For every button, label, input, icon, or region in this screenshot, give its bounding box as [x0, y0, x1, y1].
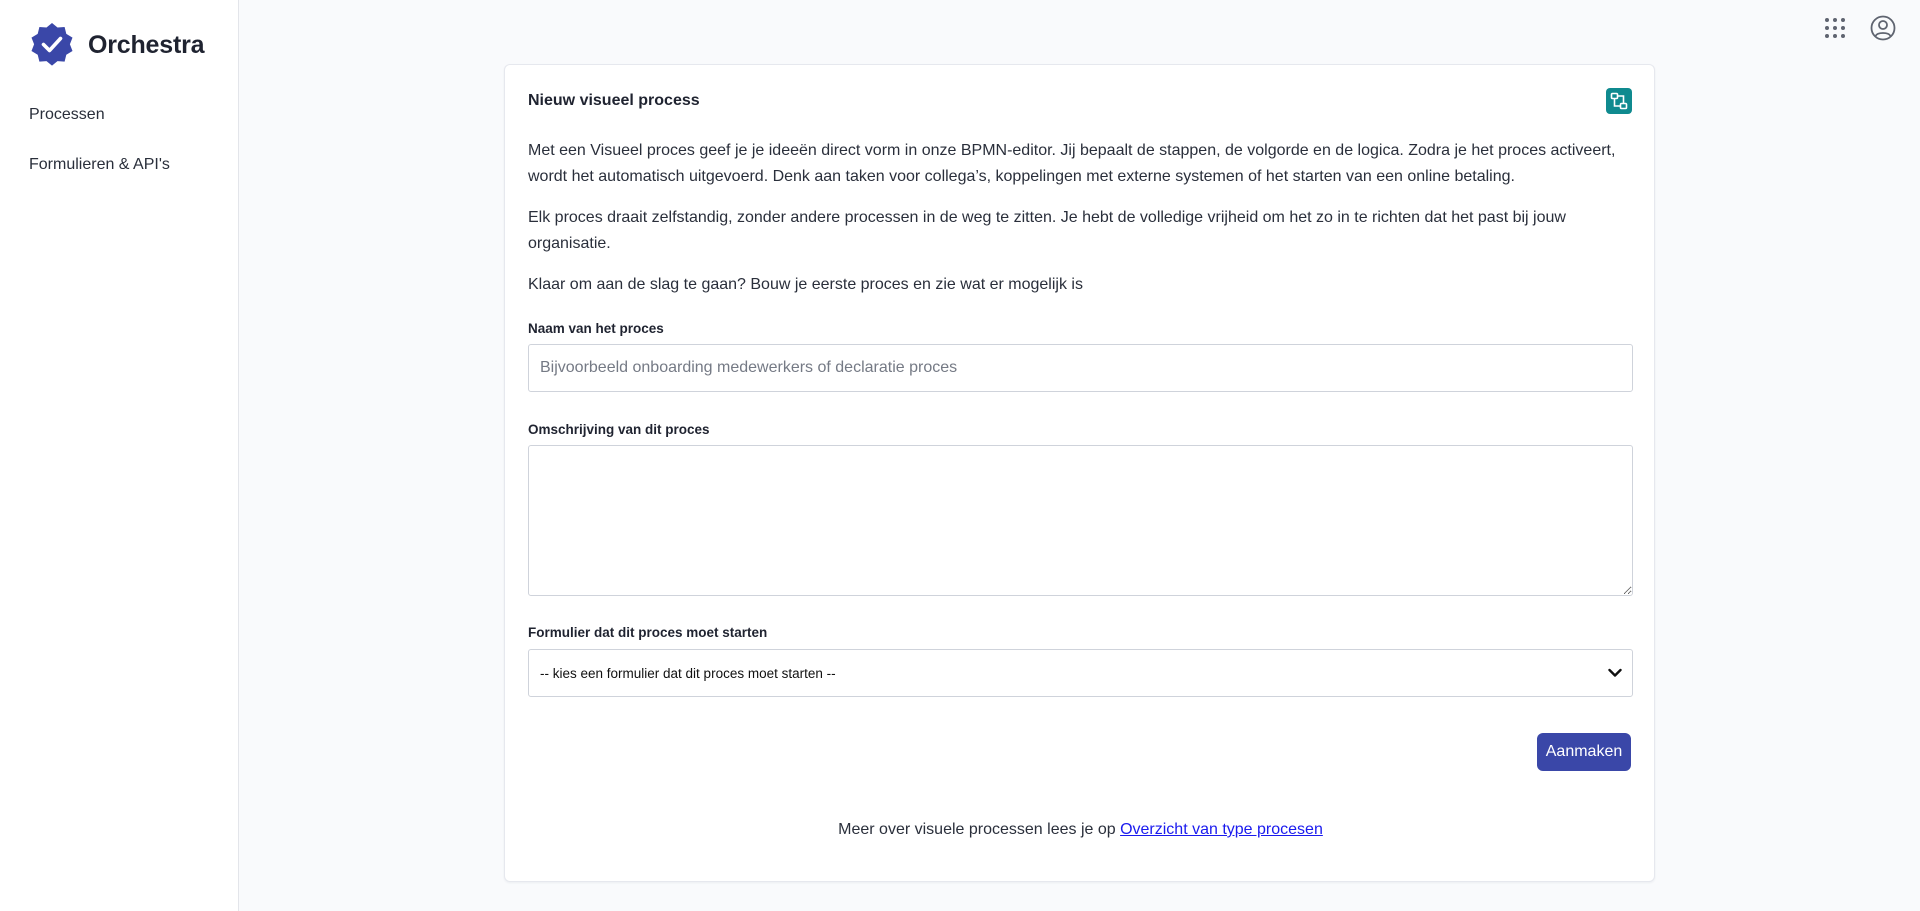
process-description-label: Omschrijving van dit proces: [528, 422, 710, 437]
app-name: Orchestra: [88, 30, 205, 59]
intro-paragraph-1: Met een Visueel proces geef je je ideeën direct vorm in onze BPMN-editor. Jij bepaalt de stappen, de volgorde en de logica. Zodra je het proces activeert, wordt het automatisch uitgevoerd. Denk aan taken voor collega’s, koppelingen met externe systemen of het starten van een online betaling.: [528, 142, 1616, 185]
intro-paragraph-3: Klaar om aan de slag te gaan? Bouw je eerste proces en zie wat er mogelijk is: [528, 276, 1083, 293]
process-description-textarea[interactable]: [528, 445, 1633, 596]
logo[interactable]: [29, 22, 204, 68]
sidebar-item-processen[interactable]: Processen: [29, 106, 105, 123]
sidebar-item-formulieren-apis[interactable]: Formulieren & API's: [29, 156, 170, 173]
user-account-icon: [1870, 15, 1896, 41]
footer-text: Meer over visuele processen lees je op: [838, 821, 1121, 838]
verified-badge-icon: [29, 22, 75, 68]
chevron-down-icon: [1608, 668, 1622, 678]
card-title: Nieuw visueel process: [528, 92, 700, 109]
apps-grid-button[interactable]: [1822, 13, 1848, 43]
sidebar: [0, 0, 239, 911]
sidebar-nav: [29, 104, 170, 204]
start-form-label: Formulier dat dit proces moet starten: [528, 625, 768, 640]
start-form-select[interactable]: [528, 649, 1633, 697]
start-form-select-value: -- kies een formulier dat dit proces moet starten --: [540, 665, 836, 681]
process-types-link[interactable]: Overzicht van type procesen: [1120, 821, 1323, 838]
apps-grid-icon: [1824, 17, 1846, 39]
intro-paragraph-2: Elk proces draait zelfstandig, zonder andere processen in de weg te zitten. Je hebt de volledige vrijheid om het zo in te richten dat het past bij jouw organisatie.: [528, 209, 1566, 252]
create-button[interactable]: Aanmaken: [1537, 733, 1631, 771]
topbar-actions: [1822, 13, 1896, 43]
process-name-label: Naam van het proces: [528, 321, 664, 336]
flow-diagram-icon: [1606, 88, 1632, 114]
user-account-button[interactable]: [1870, 13, 1896, 43]
process-name-input[interactable]: [528, 344, 1633, 392]
new-process-card: [504, 64, 1655, 882]
intro-text: [528, 138, 1633, 313]
footer-note: [505, 821, 1656, 839]
